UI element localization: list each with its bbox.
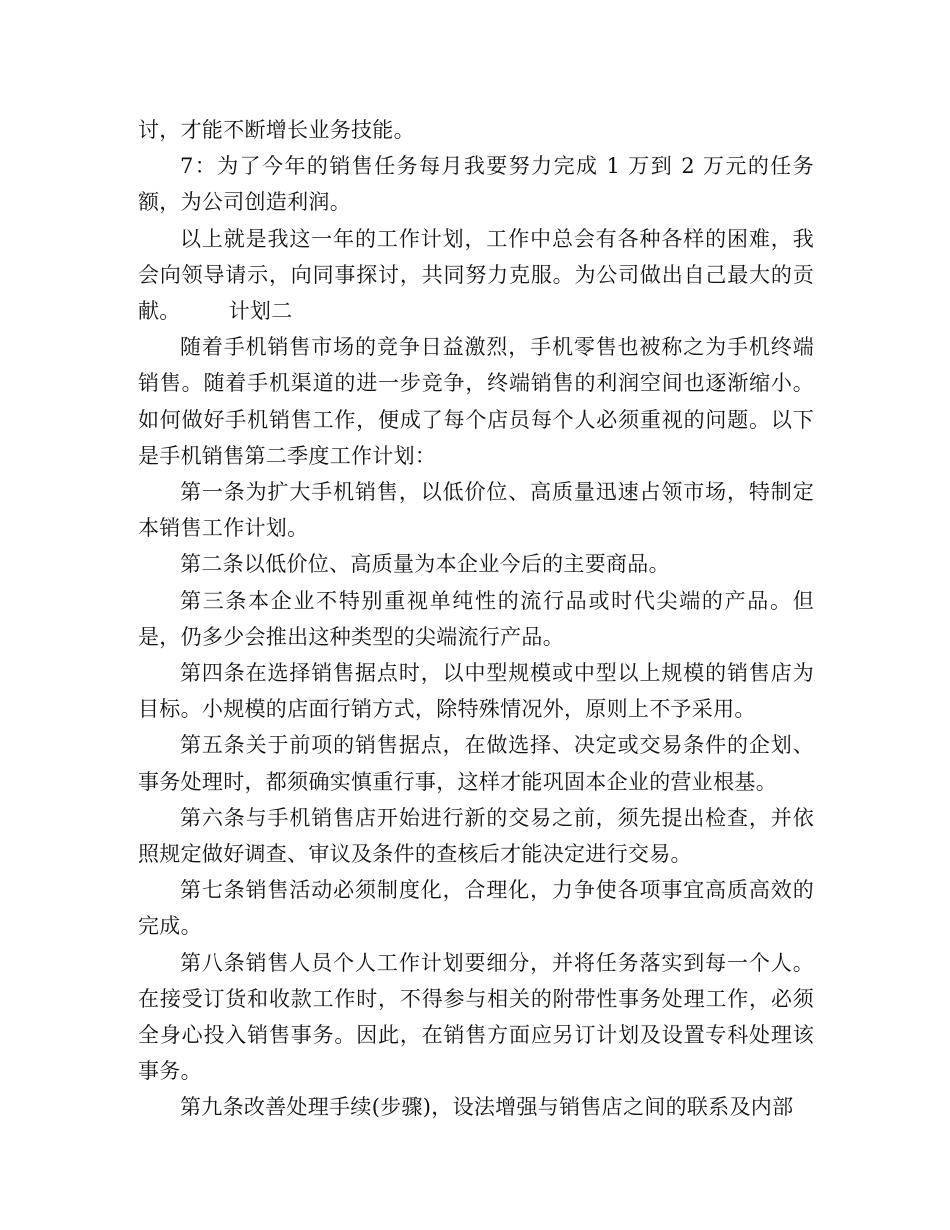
paragraph [138, 583, 814, 655]
paragraph [138, 112, 814, 148]
paragraph-text: 第九条改善处理手续(步骤)，设法增强与销售店之间的联系及内部 [180, 1095, 794, 1120]
paragraph-text: 第七条销售活动必须制度化，合理化，力争使各项事宜高质高效的完成。 [138, 878, 814, 939]
paragraph [138, 474, 814, 546]
paragraph-text: 7：为了今年的销售任务每月我要努力完成 1 万到 2 万元的任务额，为公司创造利润。 [138, 154, 814, 215]
section-heading: 计划二 [228, 299, 293, 324]
paragraph-text: 第二条以低价位、高质量为本企业今后的主要商品。 [180, 552, 670, 577]
paragraph [138, 148, 814, 220]
paragraph-text: 讨，才能不断增长业务技能。 [138, 118, 415, 142]
paragraph [138, 546, 814, 582]
paragraph [138, 800, 814, 872]
paragraph-text: 第八条销售人员个人工作计划要细分，并将任务落实到每一个人。在接受订货和收款工作时，不得参与相关的附带性事务处理工作，必须全身心投入销售事务。因此，在销售方面应另订计划及设置专科处理该事务。 [138, 950, 814, 1084]
paragraph [138, 221, 814, 330]
paragraph-text: 以上就是我这一年的工作计划，工作中总会有各种各样的困难，我会向领导请示，向同事探讨，共同努力克服。为公司做出自己最大的贡献。 [138, 226, 814, 324]
paragraph-text: 第六条与手机销售店开始进行新的交易之前，须先提出检查，并依照规定做好调查、审议及条件的查核后才能决定进行交易。 [138, 805, 814, 867]
paragraph-text: 第五条关于前项的销售据点，在做选择、决定或交易条件的企划、事务处理时，都须确实慎重行事，这样才能巩固本企业的营业根基。 [138, 733, 814, 794]
paragraph [138, 945, 814, 1090]
paragraph-text: 随着手机销售市场的竞争日益激烈，手机零售也被称之为手机终端销售。随着手机渠道的进一步竞争，终端销售的利润空间也逐渐缩小。如何做好手机销售工作，便成了每个店员每个人必须重视的问题。以下是手机销售第二季度工作计划： [138, 335, 814, 468]
paragraph [138, 1089, 814, 1125]
paragraph-text: 第一条为扩大手机销售，以低价位、高质量迅速占领市场，特制定本销售工作计划。 [138, 480, 814, 541]
paragraph [138, 872, 814, 944]
document-body [138, 112, 814, 1126]
paragraph-text: 第三条本企业不特别重视单纯性的流行品或时代尖端的产品。但是，仍多少会推出这种类型的尖端流行产品。 [138, 588, 814, 649]
paragraph [138, 329, 814, 474]
paragraph [138, 727, 814, 799]
paragraph-text: 第四条在选择销售据点时，以中型规模或中型以上规模的销售店为目标。小规模的店面行销方式，除特殊情况外，原则上不予采用。 [138, 661, 814, 722]
paragraph [138, 655, 814, 727]
